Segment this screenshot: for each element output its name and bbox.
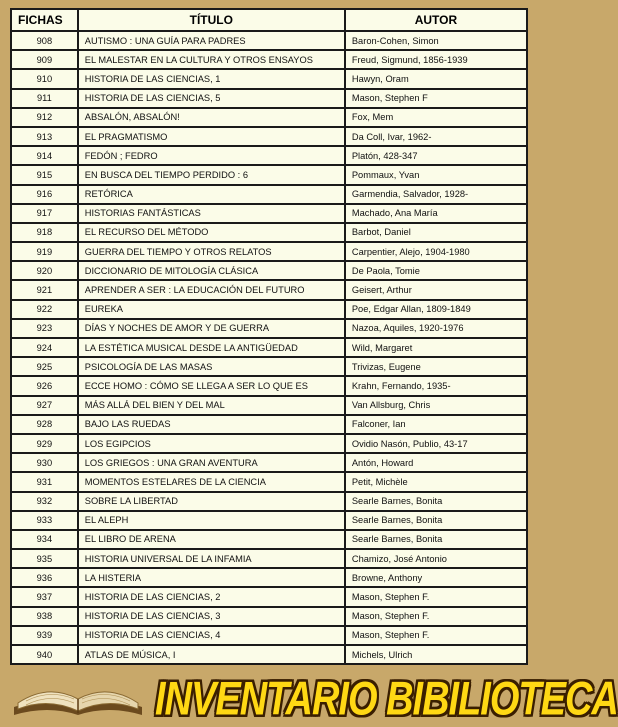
cell-ficha: 914: [12, 147, 77, 164]
cell-titulo: GUERRA DEL TIEMPO Y OTROS RELATOS: [79, 243, 344, 260]
table-row: [12, 512, 526, 529]
cell-autor: Fox, Mem: [346, 109, 526, 126]
cell-autor: Poe, Edgar Allan, 1809-1849: [346, 301, 526, 318]
table-row: [12, 358, 526, 375]
table-row: [12, 186, 526, 203]
cell-titulo: EL RECURSO DEL MÉTODO: [79, 224, 344, 241]
cell-titulo: HISTORIA DE LAS CIENCIAS, 3: [79, 608, 344, 625]
table-row: [12, 262, 526, 279]
cell-autor: Hawyn, Oram: [346, 70, 526, 87]
cell-autor: Wild, Margaret: [346, 339, 526, 356]
cell-autor: Geisert, Arthur: [346, 281, 526, 298]
cell-autor: Freud, Sigmund, 1856-1939: [346, 51, 526, 68]
cell-ficha: 937: [12, 588, 77, 605]
cell-titulo: SOBRE LA LIBERTAD: [79, 493, 344, 510]
cell-titulo: EL ALEPH: [79, 512, 344, 529]
table-row: [12, 627, 526, 644]
cell-autor: Mason, Stephen F.: [346, 627, 526, 644]
cell-titulo: LA HISTERIA: [79, 569, 344, 586]
cell-autor: Browne, Anthony: [346, 569, 526, 586]
cell-ficha: 925: [12, 358, 77, 375]
cell-ficha: 932: [12, 493, 77, 510]
cell-ficha: 908: [12, 32, 77, 49]
cell-titulo: EL PRAGMATISMO: [79, 128, 344, 145]
table-row: [12, 147, 526, 164]
cell-ficha: 934: [12, 531, 77, 548]
table-row: [12, 32, 526, 49]
cell-autor: Searle Barnes, Bonita: [346, 493, 526, 510]
cell-autor: Da Coll, Ivar, 1962-: [346, 128, 526, 145]
cell-titulo: HISTORIA DE LAS CIENCIAS, 4: [79, 627, 344, 644]
cell-titulo: RETÓRICA: [79, 186, 344, 203]
cell-autor: De Paola, Tomie: [346, 262, 526, 279]
table-row: [12, 550, 526, 567]
cell-autor: Petit, Michèle: [346, 473, 526, 490]
table-row: [12, 377, 526, 394]
cell-titulo: EUREKA: [79, 301, 344, 318]
cell-ficha: 916: [12, 186, 77, 203]
cell-ficha: 930: [12, 454, 77, 471]
inventory-table: [10, 8, 528, 665]
cell-autor: Nazoa, Aquiles, 1920-1976: [346, 320, 526, 337]
cell-ficha: 931: [12, 473, 77, 490]
cell-titulo: FEDÓN ; FEDRO: [79, 147, 344, 164]
footer-title: INVENTARIO BIBILIOTECA: [155, 673, 618, 726]
cell-autor: Michels, Ulrich: [346, 646, 526, 663]
footer-banner: [0, 665, 618, 726]
table-row: [12, 166, 526, 183]
cell-autor: Chamizo, José Antonio: [346, 550, 526, 567]
table-row: [12, 90, 526, 107]
inventory-table-container: [10, 8, 528, 665]
cell-autor: Krahn, Fernando, 1935-: [346, 377, 526, 394]
column-header-autor: AUTOR: [346, 10, 526, 30]
cell-autor: Garmendia, Salvador, 1928-: [346, 186, 526, 203]
table-row: [12, 473, 526, 490]
cell-ficha: 918: [12, 224, 77, 241]
table-body: [12, 32, 526, 663]
cell-ficha: 909: [12, 51, 77, 68]
table-row: [12, 51, 526, 68]
cell-titulo: MOMENTOS ESTELARES DE LA CIENCIA: [79, 473, 344, 490]
cell-titulo: LOS EGIPCIOS: [79, 435, 344, 452]
table-row: [12, 109, 526, 126]
cell-autor: Carpentier, Alejo, 1904-1980: [346, 243, 526, 260]
cell-ficha: 923: [12, 320, 77, 337]
table-row: [12, 128, 526, 145]
cell-titulo: LA ESTÉTICA MUSICAL DESDE LA ANTIGÜEDAD: [79, 339, 344, 356]
cell-titulo: ABSALÓN, ABSALÓN!: [79, 109, 344, 126]
cell-ficha: 913: [12, 128, 77, 145]
column-header-titulo: TÍTULO: [79, 10, 344, 30]
cell-autor: Mason, Stephen F.: [346, 588, 526, 605]
cell-titulo: PSICOLOGÍA DE LAS MASAS: [79, 358, 344, 375]
cell-ficha: 921: [12, 281, 77, 298]
cell-titulo: AUTISMO : UNA GUÍA PARA PADRES: [79, 32, 344, 49]
cell-titulo: EL MALESTAR EN LA CULTURA Y OTROS ENSAYOS: [79, 51, 344, 68]
table-row: [12, 320, 526, 337]
column-header-fichas: FICHAS: [12, 10, 77, 30]
table-row: [12, 397, 526, 414]
cell-autor: Ovidio Nasón, Publio, 43-17: [346, 435, 526, 452]
cell-autor: Mason, Stephen F: [346, 90, 526, 107]
cell-titulo: DÍAS Y NOCHES DE AMOR Y DE GUERRA: [79, 320, 344, 337]
table-row: [12, 588, 526, 605]
cell-titulo: HISTORIA DE LAS CIENCIAS, 1: [79, 70, 344, 87]
cell-ficha: 936: [12, 569, 77, 586]
cell-ficha: 933: [12, 512, 77, 529]
table-header-row: [12, 10, 526, 30]
cell-autor: Baron-Cohen, Simon: [346, 32, 526, 49]
cell-autor: Barbot, Daniel: [346, 224, 526, 241]
cell-autor: Van Allsburg, Chris: [346, 397, 526, 414]
cell-autor: Searle Barnes, Bonita: [346, 531, 526, 548]
cell-ficha: 935: [12, 550, 77, 567]
table-row: [12, 205, 526, 222]
cell-ficha: 924: [12, 339, 77, 356]
cell-autor: Mason, Stephen F.: [346, 608, 526, 625]
table-row: [12, 70, 526, 87]
cell-ficha: 911: [12, 90, 77, 107]
cell-titulo: APRENDER A SER : LA EDUCACIÓN DEL FUTURO: [79, 281, 344, 298]
cell-ficha: 920: [12, 262, 77, 279]
table-row: [12, 493, 526, 510]
table-row: [12, 301, 526, 318]
cell-titulo: ATLAS DE MÚSICA, I: [79, 646, 344, 663]
table-row: [12, 608, 526, 625]
cell-autor: Falconer, Ian: [346, 416, 526, 433]
cell-autor: Trivizas, Eugene: [346, 358, 526, 375]
cell-ficha: 910: [12, 70, 77, 87]
cell-autor: Machado, Ana María: [346, 205, 526, 222]
cell-ficha: 926: [12, 377, 77, 394]
cell-ficha: 929: [12, 435, 77, 452]
table-row: [12, 454, 526, 471]
cell-autor: Searle Barnes, Bonita: [346, 512, 526, 529]
cell-ficha: 912: [12, 109, 77, 126]
cell-titulo: MÁS ALLÁ DEL BIEN Y DEL MAL: [79, 397, 344, 414]
cell-titulo: DICCIONARIO DE MITOLOGÍA CLÁSICA: [79, 262, 344, 279]
cell-ficha: 927: [12, 397, 77, 414]
cell-titulo: HISTORIA DE LAS CIENCIAS, 2: [79, 588, 344, 605]
table-row: [12, 531, 526, 548]
cell-titulo: EN BUSCA DEL TIEMPO PERDIDO : 6: [79, 166, 344, 183]
cell-titulo: ECCE HOMO : CÓMO SE LLEGA A SER LO QUE ES: [79, 377, 344, 394]
cell-ficha: 919: [12, 243, 77, 260]
cell-autor: Pommaux, Yvan: [346, 166, 526, 183]
cell-titulo: HISTORIAS FANTÁSTICAS: [79, 205, 344, 222]
cell-ficha: 922: [12, 301, 77, 318]
cell-ficha: 915: [12, 166, 77, 183]
cell-autor: Antón, Howard: [346, 454, 526, 471]
cell-titulo: HISTORIA UNIVERSAL DE LA INFAMIA: [79, 550, 344, 567]
cell-ficha: 917: [12, 205, 77, 222]
table-row: [12, 569, 526, 586]
cell-titulo: LOS GRIEGOS : UNA GRAN AVENTURA: [79, 454, 344, 471]
table-row: [12, 416, 526, 433]
cell-titulo: HISTORIA DE LAS CIENCIAS, 5: [79, 90, 344, 107]
table-row: [12, 435, 526, 452]
table-row: [12, 281, 526, 298]
cell-ficha: 928: [12, 416, 77, 433]
table-row: [12, 243, 526, 260]
table-row: [12, 339, 526, 356]
open-book-icon: [8, 665, 148, 725]
cell-ficha: 939: [12, 627, 77, 644]
cell-ficha: 938: [12, 608, 77, 625]
cell-titulo: BAJO LAS RUEDAS: [79, 416, 344, 433]
cell-autor: Platón, 428-347: [346, 147, 526, 164]
cell-titulo: EL LIBRO DE ARENA: [79, 531, 344, 548]
table-row: [12, 646, 526, 663]
table-row: [12, 224, 526, 241]
cell-ficha: 940: [12, 646, 77, 663]
